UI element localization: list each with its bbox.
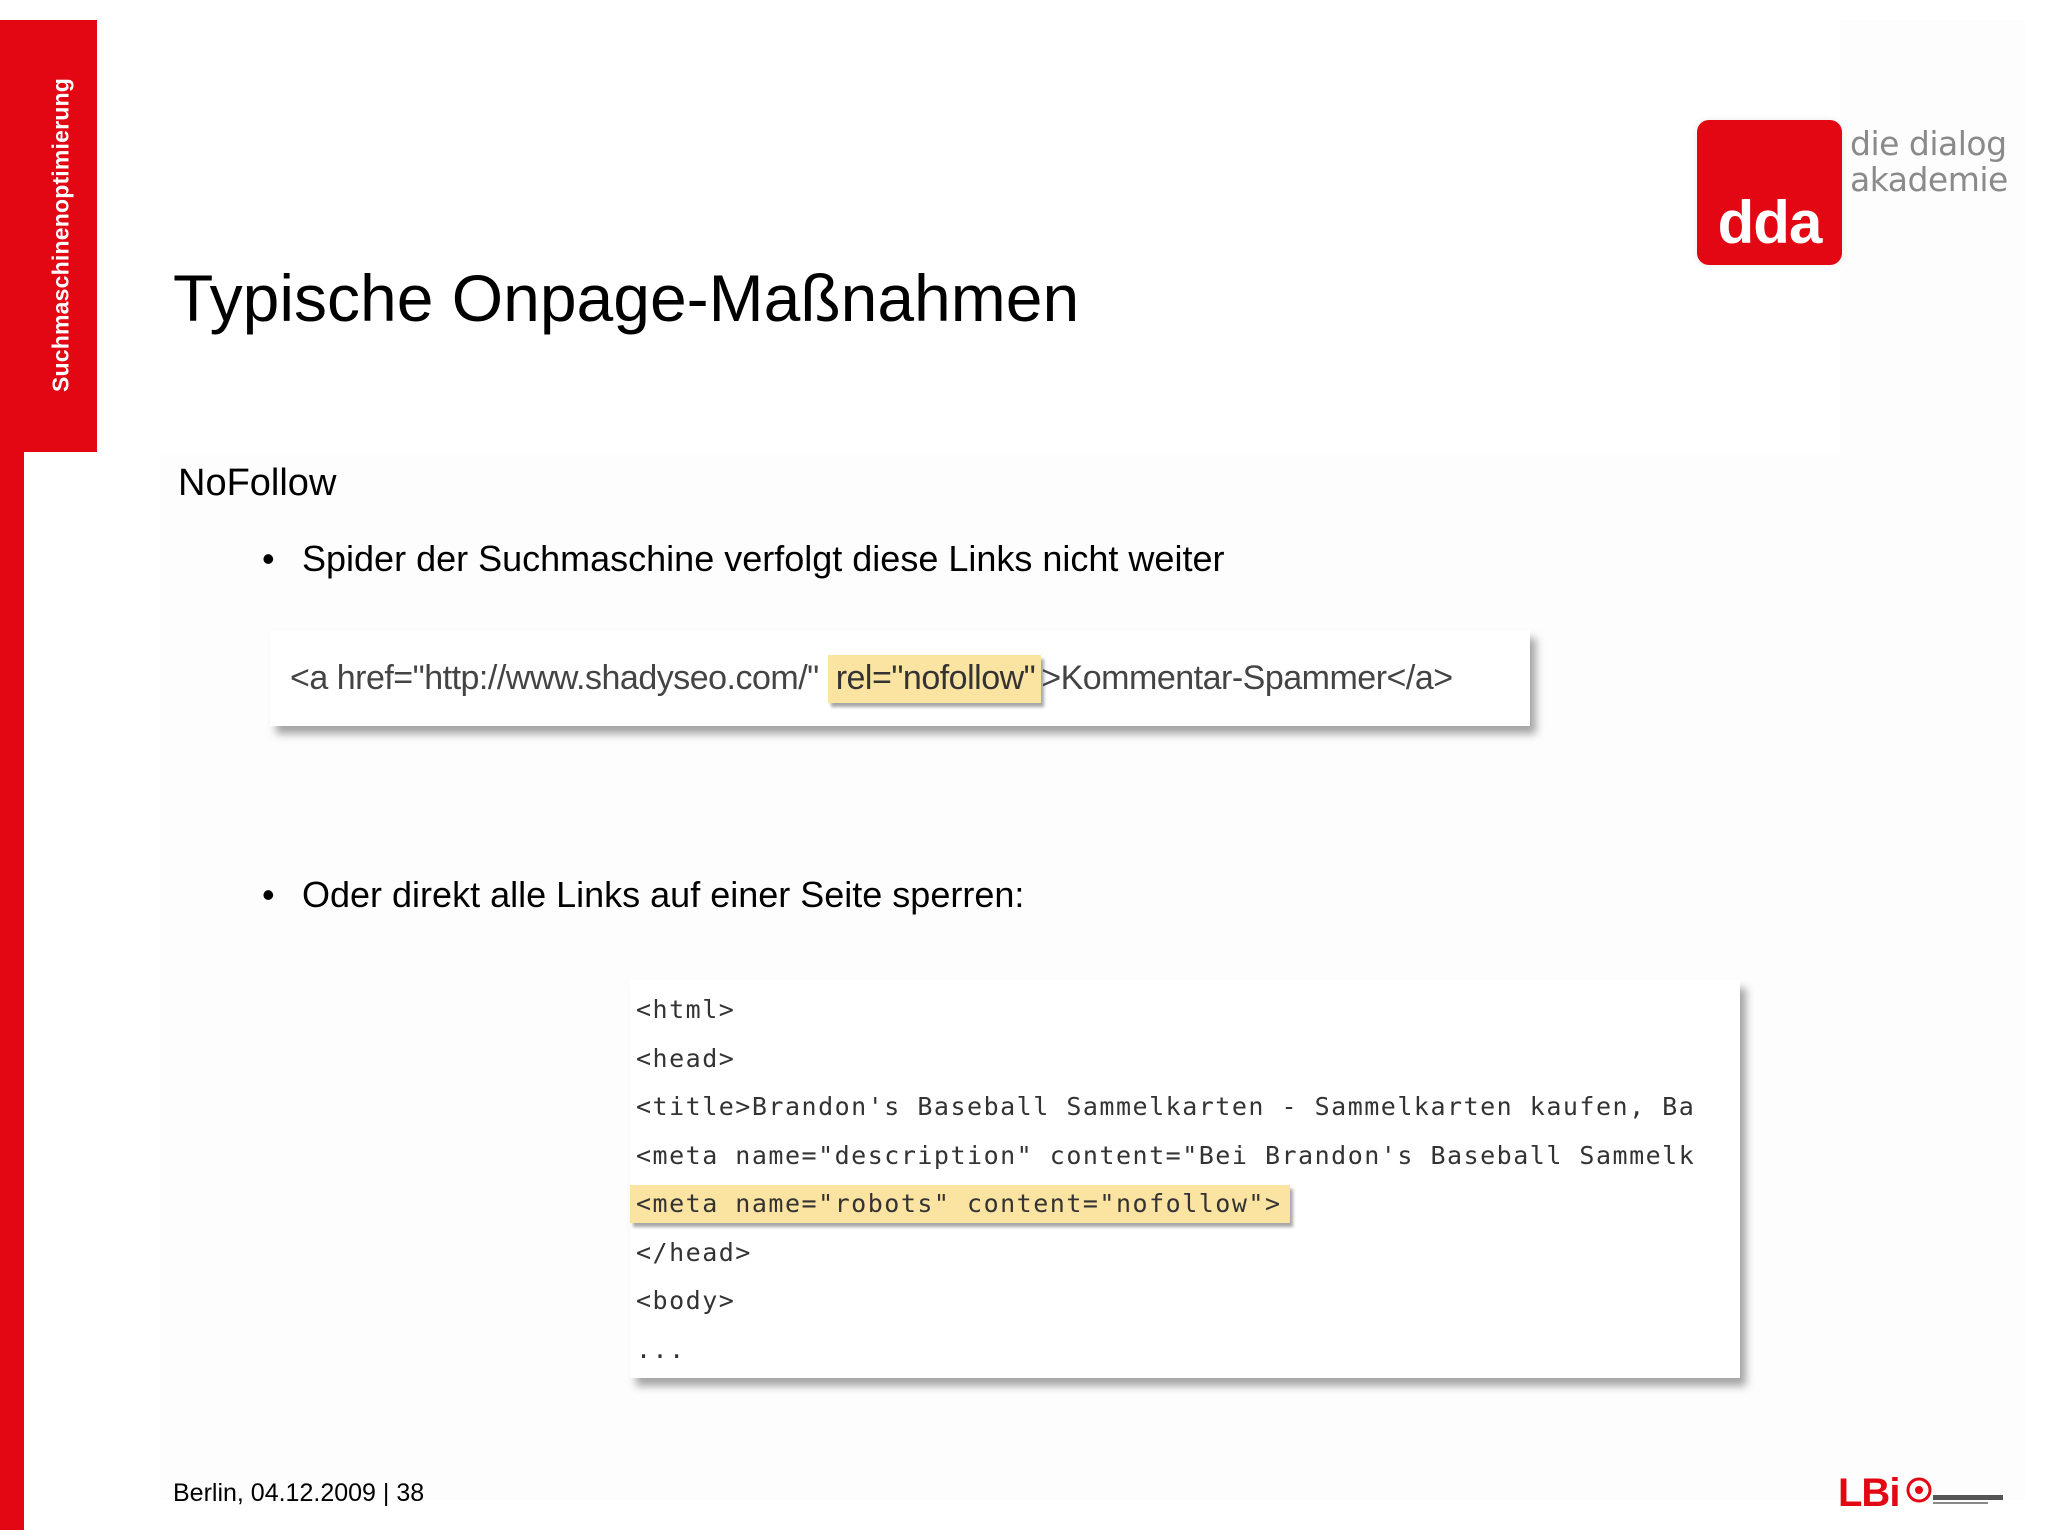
logo-wordmark <box>1850 126 2008 198</box>
code-line: <body> <box>636 1286 736 1315</box>
code-line: <html> <box>636 995 736 1024</box>
lbi-logo: LBi <box>1838 1471 1900 1515</box>
bullet-marker: • <box>262 874 275 915</box>
bullet-item <box>262 537 1224 581</box>
code-text-after: >Kommentar-Spammer</a> <box>1041 659 1453 697</box>
section-heading: NoFollow <box>178 462 337 504</box>
code-line: ... <box>636 1334 686 1364</box>
slide-title: Typische Onpage-Maßnahmen <box>173 261 1080 335</box>
code-line: <title>Brandon's Baseball Sammelkarten - Sammelkarten kaufen, Ba <box>636 1092 1696 1121</box>
header-background <box>1840 20 2025 460</box>
footer-date-page: Berlin, 04.12.2009 | 38 <box>173 1479 425 1507</box>
code-line: </head> <box>636 1237 752 1267</box>
code-example-link <box>270 630 1530 726</box>
logo-line-1: die dialog <box>1850 124 2007 163</box>
bullet-item <box>262 873 1024 917</box>
code-line-highlighted <box>630 1180 1740 1229</box>
sidebar-section-label: Suchmaschinenoptimierung <box>47 77 74 393</box>
partner-logo-icon <box>1905 1475 2005 1509</box>
bullet-text: Spider der Suchmaschine verfolgt diese Links nicht weiter <box>302 538 1225 579</box>
code-highlight-nofollow: rel="nofollow" <box>828 655 1042 703</box>
code-text-before: <a href="http://www.shadyseo.com/" <box>290 659 828 697</box>
bullet-marker: • <box>262 538 275 579</box>
dda-logo <box>1697 120 1842 265</box>
code-highlight-robots: <meta name="robots" content="nofollow"> <box>630 1185 1290 1223</box>
code-example-meta <box>630 980 1740 1378</box>
logo-mark: dda <box>1717 189 1822 256</box>
logo-line-2: akademie <box>1850 160 2008 199</box>
bullet-text: Oder direkt alle Links auf einer Seite sperren: <box>302 874 1025 915</box>
code-line: <meta name="description" content="Bei Brandon's Baseball Sammelk <box>636 1140 1696 1170</box>
code-line: <head> <box>636 1043 736 1073</box>
